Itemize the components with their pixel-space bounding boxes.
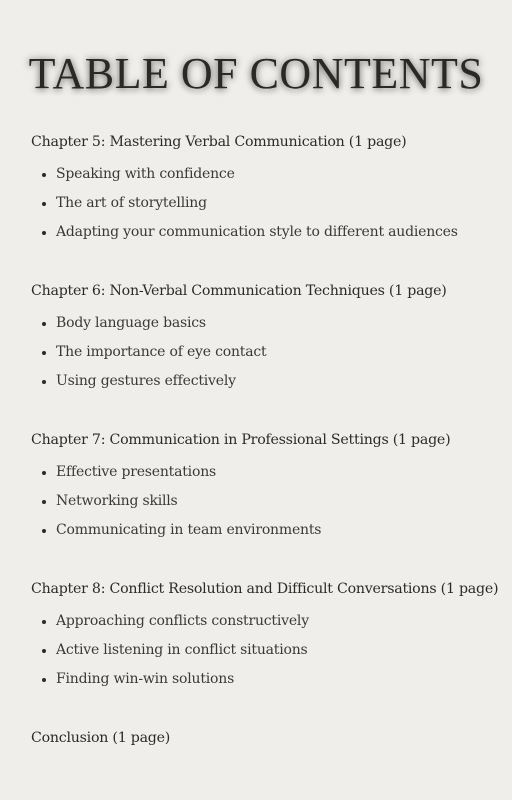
topic-list [31,607,501,694]
bullet-icon [42,380,46,384]
list-item-label: Communicating in team environments [56,522,322,538]
topic-list [31,160,501,247]
list-item-label: Active listening in conflict situations [56,642,308,658]
chapter-heading: Chapter 8: Conflict Resolution and Difficult Conversations (1 page) [31,581,499,597]
bullet-icon [42,202,46,206]
list-item-label: The importance of eye contact [56,344,267,360]
list-item [31,367,501,396]
bullet-icon [42,173,46,177]
chapter-heading: Chapter 5: Mastering Verbal Communication (1 page) [31,134,407,150]
page-title: TABLE OF CONTENTS [28,49,484,98]
list-item-label: The art of storytelling [56,195,207,211]
section-chapter-6 [31,280,501,396]
list-item [31,160,501,189]
section-chapter-7 [31,429,501,545]
list-item [31,458,501,487]
list-item [31,607,501,636]
list-item [31,636,501,665]
list-item [31,218,501,247]
bullet-icon [42,322,46,326]
list-item-label: Approaching conflicts constructively [56,613,309,629]
list-item-label: Speaking with confidence [56,166,235,182]
bullet-icon [42,529,46,533]
list-item-label: Finding win-win solutions [56,671,235,687]
list-item-label: Networking skills [56,493,178,509]
list-item [31,665,501,694]
list-item [31,487,501,516]
section-chapter-5 [31,131,501,247]
bullet-icon [42,649,46,653]
bullet-icon [42,620,46,624]
topic-list [31,458,501,545]
bullet-icon [42,500,46,504]
bullet-icon [42,471,46,475]
list-item [31,189,501,218]
contents-list [31,131,501,782]
list-item-label: Adapting your communication style to different audiences [56,224,458,240]
chapter-heading: Conclusion (1 page) [31,730,171,746]
chapter-heading: Chapter 7: Communication in Professional Settings (1 page) [31,432,451,448]
section-conclusion [31,727,501,749]
chapter-heading: Chapter 6: Non-Verbal Communication Techniques (1 page) [31,283,447,299]
list-item-label: Using gestures effectively [56,373,236,389]
topic-list [31,309,501,396]
list-item [31,338,501,367]
list-item-label: Effective presentations [56,464,216,480]
list-item [31,309,501,338]
section-chapter-8 [31,578,501,694]
bullet-icon [42,231,46,235]
bullet-icon [42,678,46,682]
list-item-label: Body language basics [56,315,206,331]
list-item [31,516,501,545]
bullet-icon [42,351,46,355]
